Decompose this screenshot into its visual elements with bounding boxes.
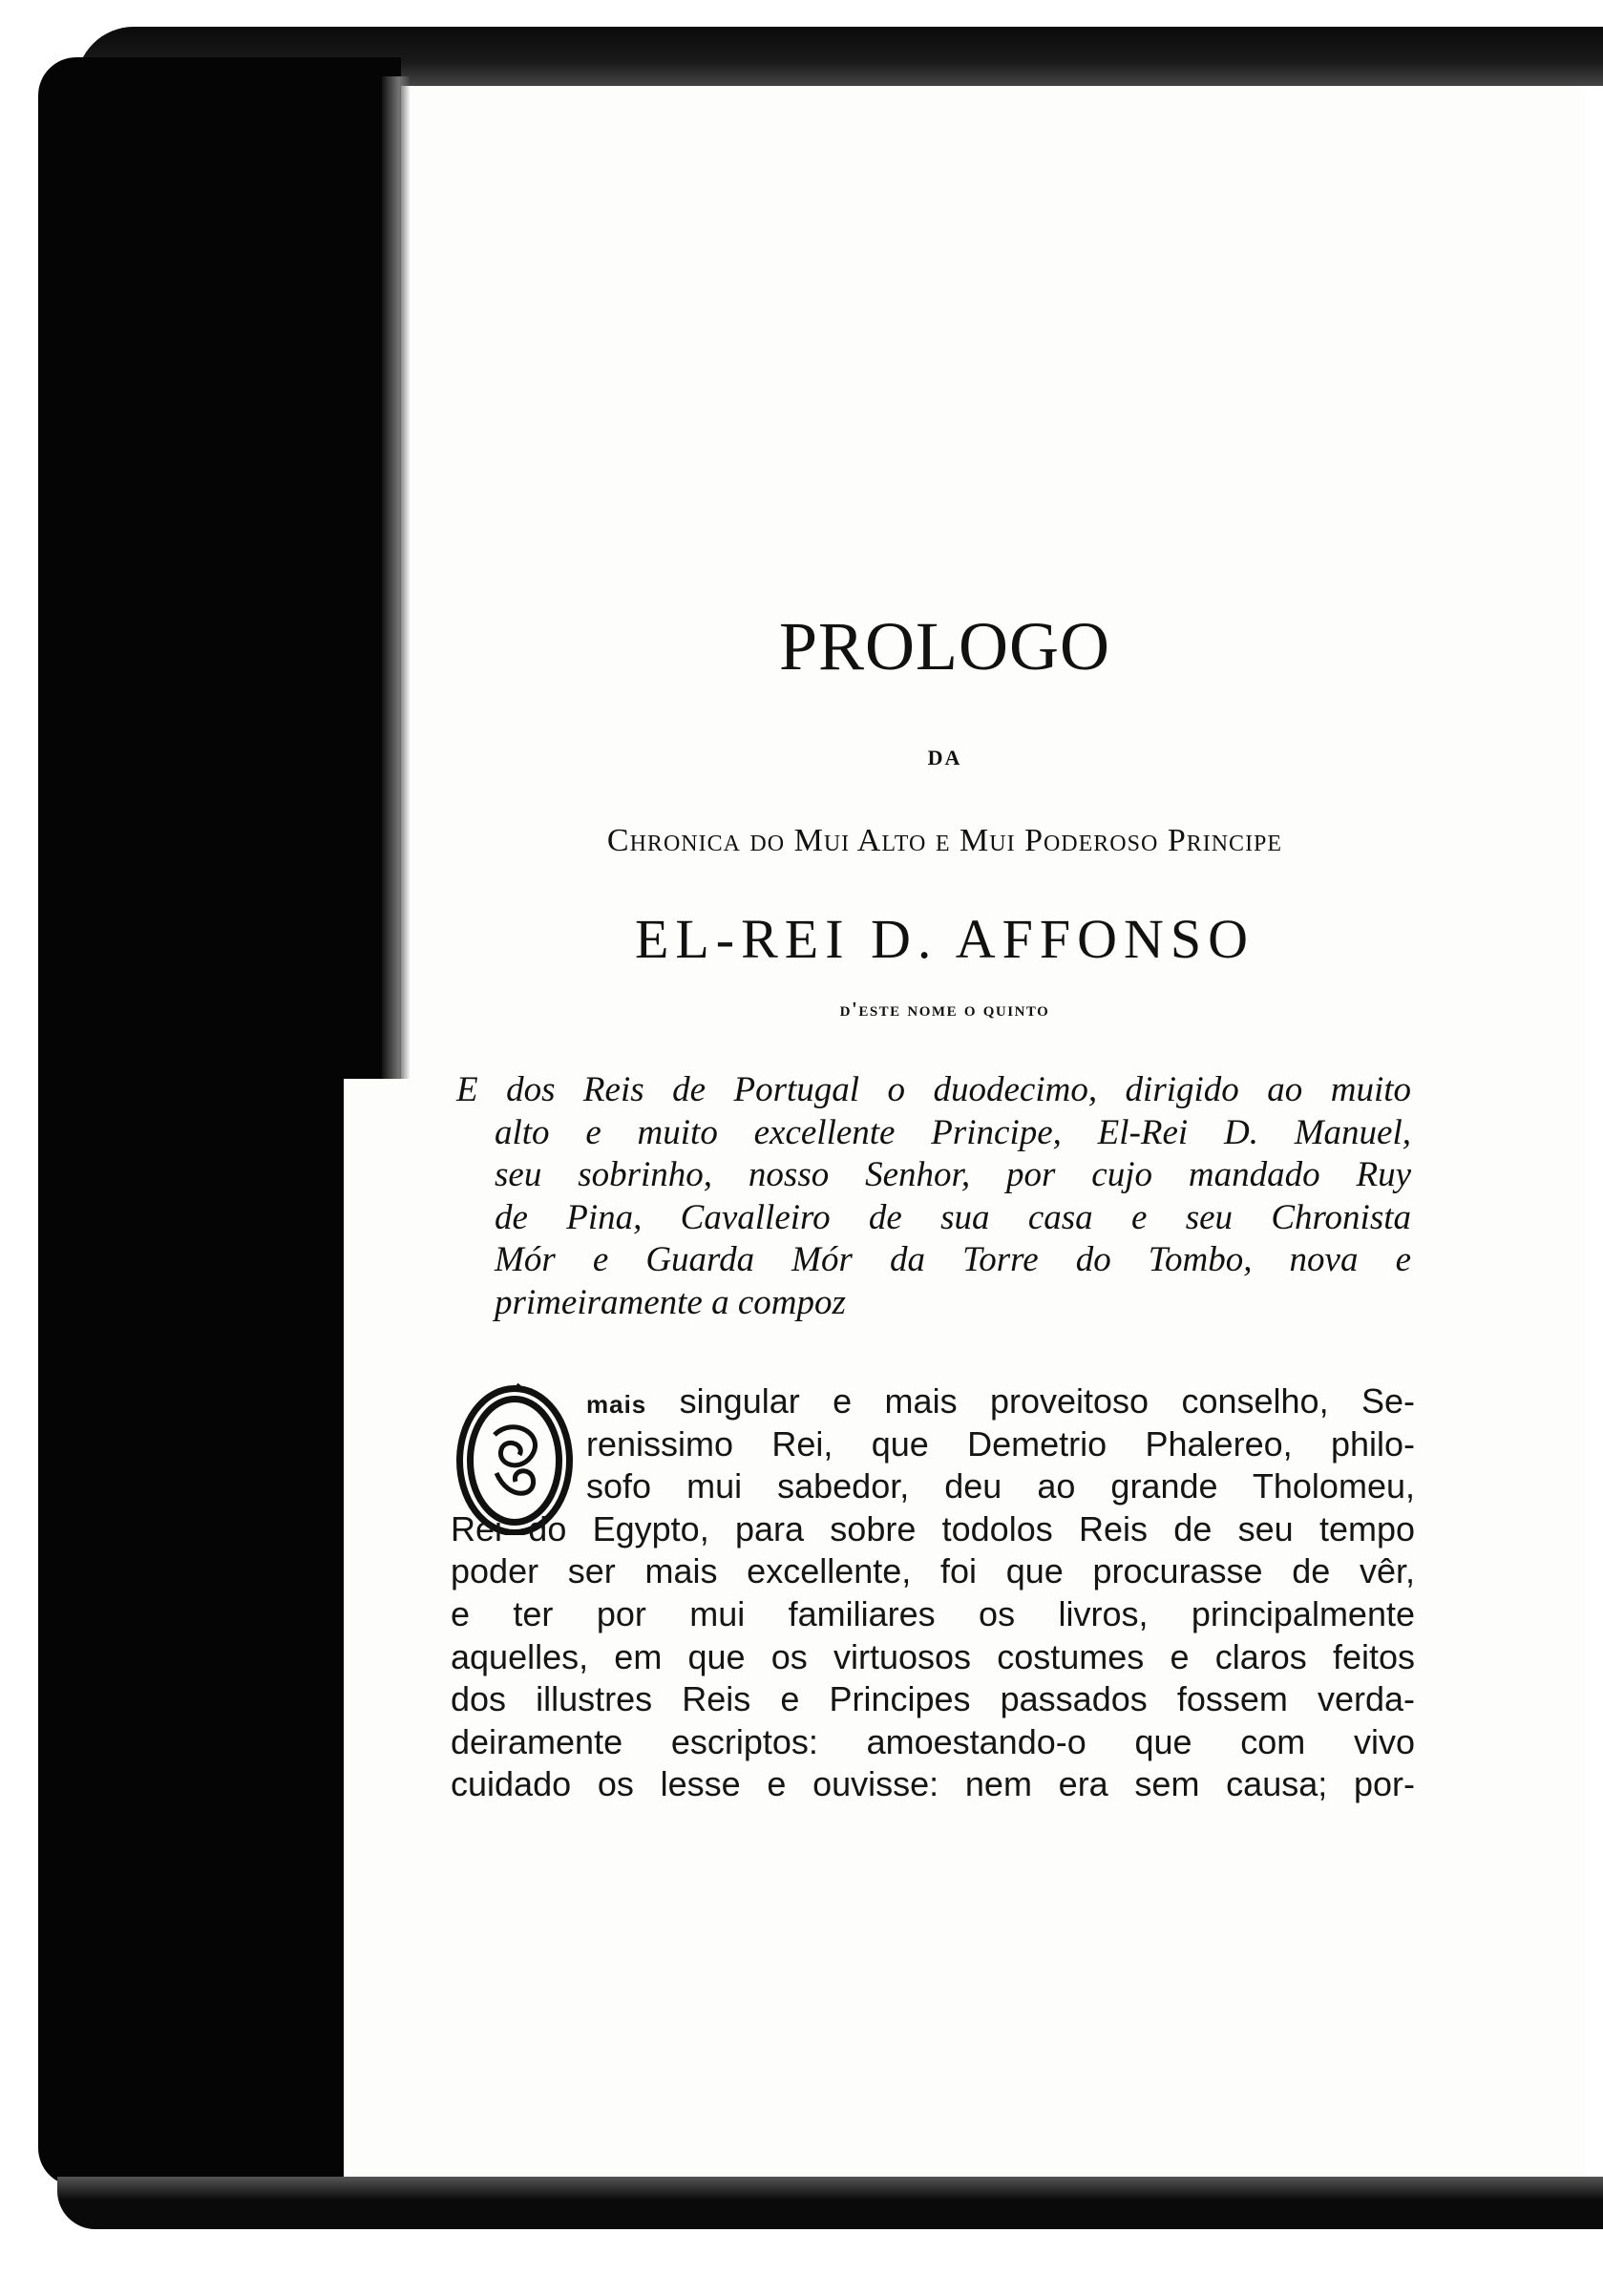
king-ordinal: d'este nome o quinto	[839, 998, 1050, 1021]
prologue-body	[451, 1380, 1415, 1806]
body-line: deiramente escriptos: amoestando-o que com vivo	[451, 1721, 1415, 1761]
dedication-line: alto e muito excellente Principe, El-Rei D. Manuel,	[495, 1112, 1411, 1152]
dedication-line: E dos Reis de Portugal o duodecimo, dirigido ao muito	[456, 1070, 1411, 1109]
dedication-line: seu sobrinho, nosso Senhor, por cujo mandado Ruy	[495, 1155, 1411, 1194]
dropcap-word: mais	[586, 1390, 647, 1419]
body-line: mais singular e mais proveitoso conselho, Se-	[586, 1381, 1415, 1421]
body-line: sofo mui sabedor, deu ao grande Tholomeu,	[586, 1466, 1415, 1506]
body-line: renissimo Rei, que Demetrio Phalereo, philo-	[586, 1423, 1415, 1464]
body-line: Rei do Egypto, para sobre todolos Reis de seu tempo	[451, 1508, 1415, 1548]
dedication-line: de Pina, Cavalleiro de sua casa e seu Chronista	[495, 1197, 1411, 1237]
body-line: dos illustres Reis e Principes passados fossem verda-	[451, 1679, 1415, 1719]
page-title: PROLOGO	[778, 608, 1111, 685]
body-line: aquelles, em que os virtuosos costumes e claros feitos	[451, 1636, 1415, 1676]
scan-shadow-bottom	[57, 2177, 1603, 2229]
body-line: poder ser mais excellente, foi que procurasse de vêr,	[451, 1551, 1415, 1591]
body-line: cuidado os lesse e ouvisse: nem era sem causa; por-	[451, 1764, 1415, 1804]
body-line: e ter por mui familiares os livros, principalmente	[451, 1593, 1415, 1633]
dedication-line: Mór e Guarda Mór da Torre do Tombo, nova e	[495, 1240, 1411, 1279]
scan-shadow-left-lower	[38, 1012, 344, 2110]
dedication-paragraph	[456, 1069, 1411, 1324]
dedication-line: primeiramente a compoz	[495, 1282, 846, 1322]
chronicle-subtitle: Chronica do Mui Alto e Mui Poderoso Principe	[606, 823, 1283, 858]
king-name: EL-REI D. AFFONSO	[634, 908, 1255, 970]
title-connector: DA	[927, 746, 962, 769]
